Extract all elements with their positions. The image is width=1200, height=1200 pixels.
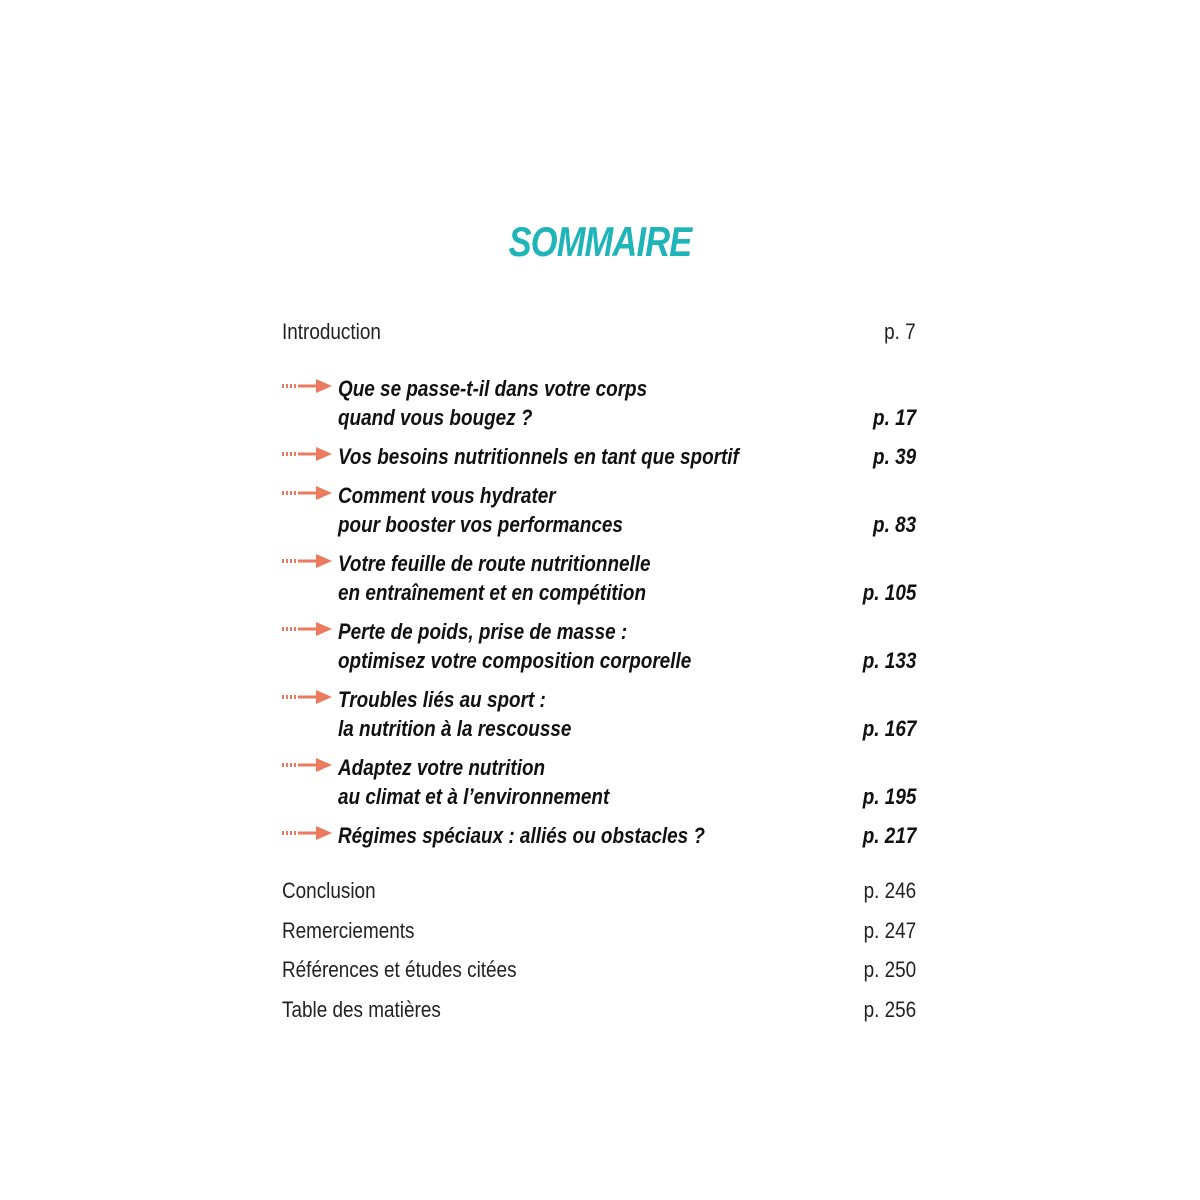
toc-entry-page: p. 256 bbox=[863, 997, 916, 1022]
chapter-title-line1: Troubles liés au sport : bbox=[338, 687, 546, 712]
chapter-page: p. 195 bbox=[862, 784, 916, 809]
chapter-title-line1: Adaptez votre nutrition bbox=[338, 755, 546, 780]
chapter-page: p. 17 bbox=[872, 405, 916, 430]
toc-entry-label: Table des matières bbox=[282, 997, 441, 1022]
toc-entry-page: p. 7 bbox=[884, 319, 916, 344]
toc-entry-page: p. 247 bbox=[863, 918, 916, 943]
arrow-icon bbox=[282, 621, 332, 637]
chapter-page: p. 105 bbox=[862, 580, 916, 605]
chapter-title-line2: en entraînement et en compétition bbox=[338, 580, 647, 605]
arrow-icon bbox=[282, 485, 332, 501]
chapter-title-line1: Votre feuille de route nutritionnelle bbox=[338, 551, 651, 576]
arrow-icon bbox=[282, 825, 332, 841]
chapter-page: p. 217 bbox=[862, 823, 916, 848]
chapter-title-line2: au climat et à l’environnement bbox=[338, 784, 610, 809]
chapter-page: p. 83 bbox=[872, 512, 916, 537]
toc-entry-label: Introduction bbox=[282, 319, 381, 344]
arrow-icon bbox=[282, 757, 332, 773]
chapter-page: p. 133 bbox=[862, 648, 916, 673]
table-of-contents bbox=[282, 0, 916, 1200]
arrow-icon bbox=[282, 378, 332, 394]
arrow-icon bbox=[282, 446, 332, 462]
chapter-title-line1: Vos besoins nutritionnels en tant que sportif bbox=[338, 444, 739, 469]
chapter-title-line1: Régimes spéciaux : alliés ou obstacles ? bbox=[338, 823, 705, 848]
chapter-title-line2: la nutrition à la rescousse bbox=[338, 716, 572, 741]
toc-entry-label: Conclusion bbox=[282, 878, 376, 903]
chapter-title-line1: Comment vous hydrater bbox=[338, 483, 556, 508]
toc-entry-page: p. 250 bbox=[863, 957, 916, 982]
chapter-page: p. 167 bbox=[862, 716, 916, 741]
chapter-title-line1: Perte de poids, prise de masse : bbox=[338, 619, 628, 644]
chapter-title-line2: quand vous bougez ? bbox=[338, 405, 533, 430]
chapter-title-line2: pour booster vos performances bbox=[338, 512, 623, 537]
chapter-title-line2: optimisez votre composition corporelle bbox=[338, 648, 692, 673]
arrow-icon bbox=[282, 689, 332, 705]
arrow-icon bbox=[282, 553, 332, 569]
chapter-page: p. 39 bbox=[872, 444, 916, 469]
chapter-title-line1: Que se passe-t-il dans votre corps bbox=[338, 376, 648, 401]
toc-entry-label: Remerciements bbox=[282, 918, 415, 943]
page-title: SOMMAIRE bbox=[508, 218, 692, 265]
toc-entry-page: p. 246 bbox=[863, 878, 916, 903]
toc-entry-label: Références et études citées bbox=[282, 957, 517, 982]
